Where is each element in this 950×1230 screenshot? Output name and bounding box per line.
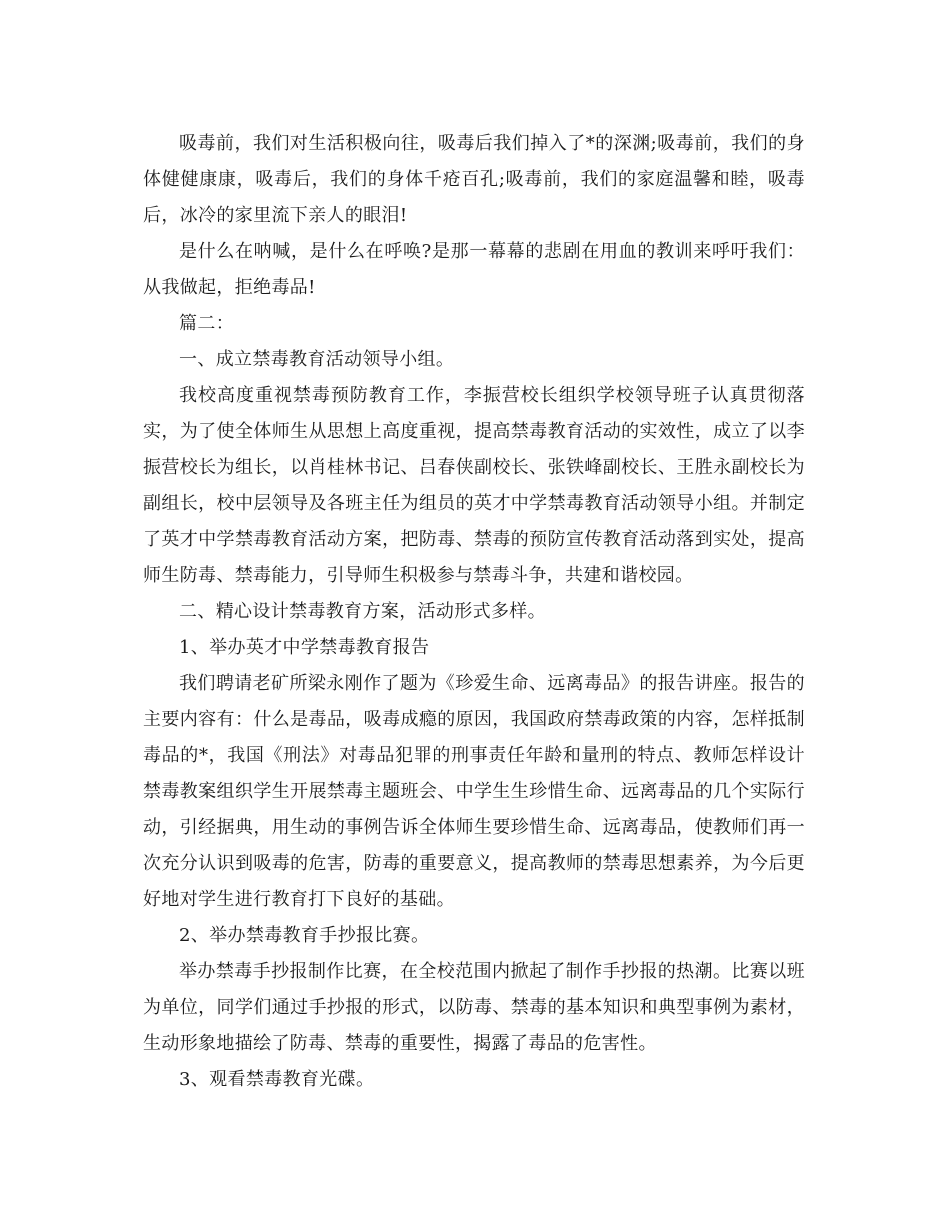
heading-education-report: 1、举办英才中学禁毒教育报告: [179, 637, 430, 658]
heading-handwritten-newspaper: 2、举办禁毒教育手抄报比赛。: [179, 925, 430, 946]
paragraph-leadership-group: 我校高度重视禁毒预防教育工作，李振营校长组织学校领导班子认真贯彻落实，为了使全体师生从思想上高度重视，提高禁毒教育活动的实效性，成立了以李振营校长为组长，以肖桂林书记、吕春侠副校长、张铁峰副校长、王胜永副校长为副组长，校中层领导及各班主任为组员的英才中学禁毒教育活动领导小组。并制定了英才中学禁毒教育活动方案，把防毒、禁毒的预防宣传教育活动落到实处，提高师生防毒、禁毒能力，引导师生积极参与禁毒斗争，共建和谐校园。: [143, 385, 805, 586]
paragraph-call-to-action: 是什么在呐喊，是什么在呼唤?是那一幕幕的悲剧在用血的教训来呼吁我们：从我做起，拒绝毒品!: [143, 241, 805, 298]
heading-leadership-group: 一、成立禁毒教育活动领导小组。: [179, 349, 455, 370]
heading-education-plan: 二、精心设计禁毒教育方案，活动形式多样。: [179, 601, 546, 622]
paragraph-education-report: 我们聘请老矿所梁永刚作了题为《珍爱生命、远离毒品》的报告讲座。报告的主要内容有：什么是毒品，吸毒成瘾的原因，我国政府禁毒政策的内容，怎样抵制毒品的*，我国《刑法》对毒品犯罪的刑事责任年龄和量刑的特点、教师怎样设计禁毒教案组织学生开展禁毒主题班会、中学生生珍惜生命、远离毒品的几个实际行动，引经据典，用生动的事例告诉全体师生要珍惜生命、远离毒品，使教师们再一次充分认识到吸毒的危害，防毒的重要意义，提高教师的禁毒思想素养，为今后更好地对学生进行教育打下良好的基础。: [143, 673, 805, 910]
paragraph-drug-before-after: 吸毒前，我们对生活积极向往，吸毒后我们掉入了*的深渊;吸毒前，我们的身体健健康康，吸毒后，我们的身体千疮百孔;吸毒前，我们的家庭温馨和睦，吸毒后，冰冷的家里流下亲人的眼泪!: [143, 133, 805, 226]
heading-watch-video: 3、观看禁毒教育光碟。: [179, 1069, 375, 1090]
document-body: [143, 126, 805, 1098]
section-heading-part-two: 篇二：: [179, 313, 235, 334]
paragraph-handwritten-newspaper: 举办禁毒手抄报制作比赛，在全校范围内掀起了制作手抄报的热潮。比赛以班为单位，同学们通过手抄报的形式，以防毒、禁毒的基本知识和典型事例为素材，生动形象地描绘了防毒、禁毒的重要性，揭露了毒品的危害性。: [143, 961, 805, 1054]
